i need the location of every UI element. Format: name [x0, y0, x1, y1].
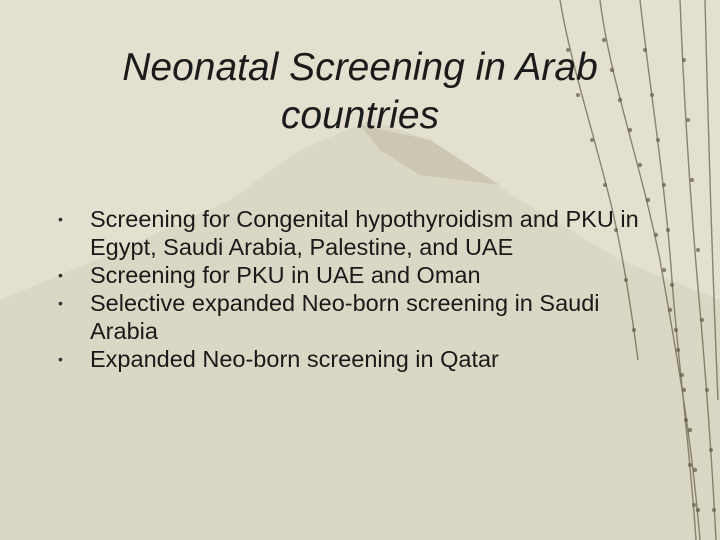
- bullet-dot-icon: •: [58, 267, 63, 283]
- bullet-text: Expanded Neo-born screening in Qatar: [90, 346, 499, 372]
- title-line-1: Neonatal Screening in Arab: [122, 46, 598, 89]
- bullet-text: Screening for PKU in UAE and Oman: [90, 262, 481, 288]
- list-item: [56, 289, 656, 345]
- bullet-text: Screening for Congenital hypothyroidism and PKU in Egypt, Saudi Arabia, Palestine, and UAE: [90, 206, 639, 260]
- list-item: [56, 205, 656, 261]
- title-line-2: countries: [280, 94, 440, 137]
- slide-title: [60, 44, 660, 140]
- bullet-list: [56, 205, 656, 373]
- bullet-dot-icon: •: [58, 351, 63, 367]
- bullet-dot-icon: •: [58, 295, 63, 311]
- list-item: [56, 261, 656, 289]
- bullet-dot-icon: •: [58, 211, 63, 227]
- bullet-text: Selective expanded Neo-born screening in Saudi Arabia: [90, 290, 600, 344]
- list-item: [56, 345, 656, 373]
